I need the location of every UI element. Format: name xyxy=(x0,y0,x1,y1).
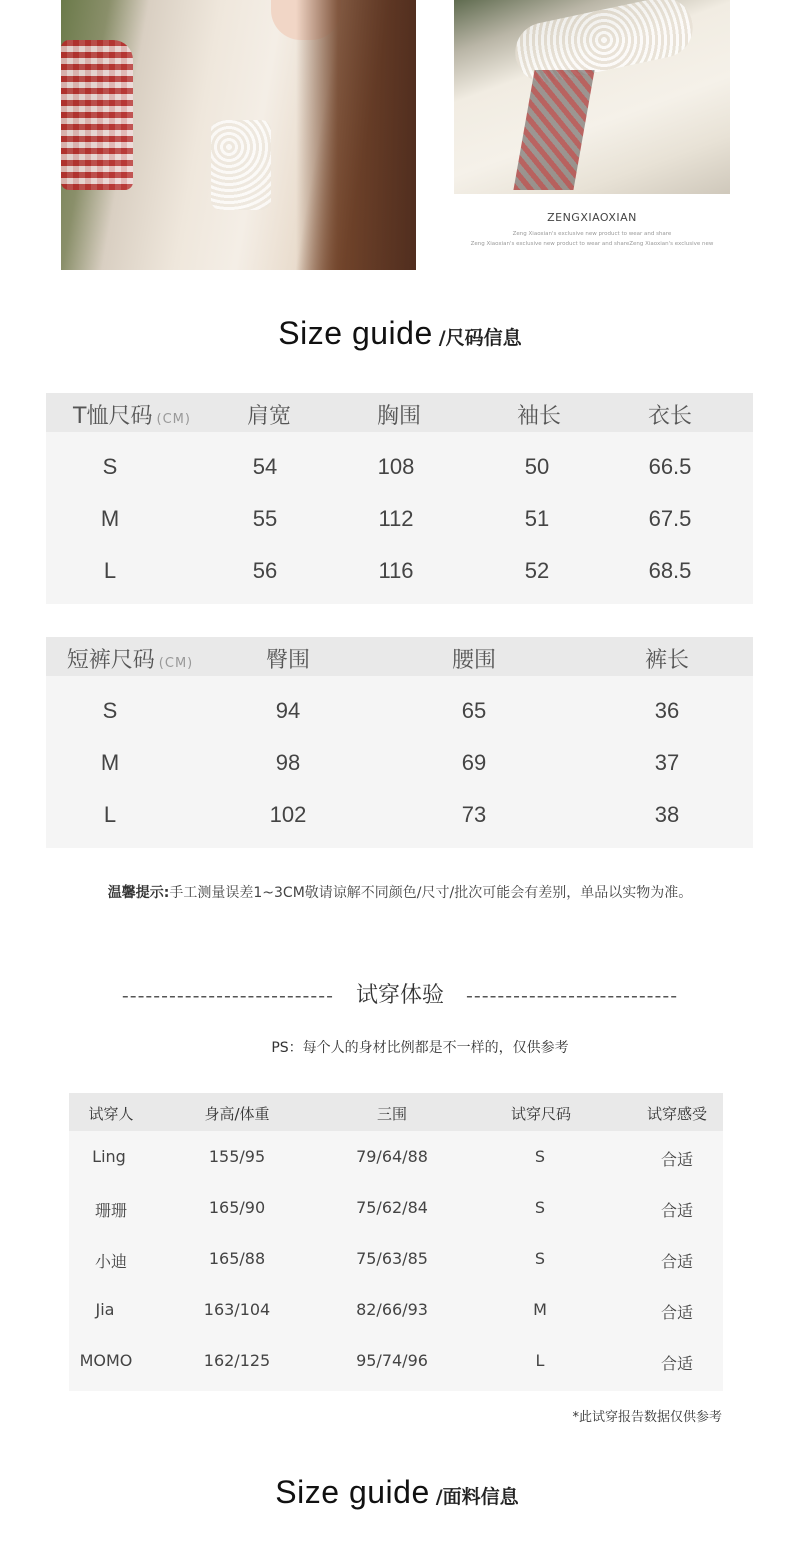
brand-tagline-repeat: Zeng Xiaoxian's exclusive new product to wear and shareZeng Xiaoxian's exclusive new xyxy=(470,241,714,247)
header-cell: 臀围 xyxy=(265,648,311,673)
tryon-title xyxy=(0,978,800,1009)
brand-tagline: Zeng Xiaoxian's exclusive new product to wear and share xyxy=(512,231,672,237)
table-cell: 合适 xyxy=(660,1354,694,1373)
model-photo-left xyxy=(61,0,416,270)
table-cell: L xyxy=(535,1351,545,1370)
table-cell: 82/66/93 xyxy=(356,1300,428,1319)
unit-label: (CM) xyxy=(158,656,194,671)
table-row xyxy=(46,790,753,842)
table-header xyxy=(46,393,753,432)
table-cell: 67.5 xyxy=(648,506,692,531)
detail-photo-right xyxy=(454,0,730,194)
tryon-note: PS：每个人的身材比例都是不一样的，仅供参考 xyxy=(271,1040,569,1056)
table-row xyxy=(46,738,753,790)
model-hair xyxy=(296,0,416,270)
table-cell: M xyxy=(100,750,120,775)
tryon-footnote: *此试穿报告数据仅供参考 xyxy=(572,1410,722,1425)
table-cell: 合适 xyxy=(660,1150,694,1169)
table-cell: 56 xyxy=(252,558,278,583)
table-cell: 95/74/96 xyxy=(356,1351,428,1370)
table-cell: S xyxy=(534,1147,546,1166)
table-cell: 75/62/84 xyxy=(356,1198,428,1217)
table-cell: 165/88 xyxy=(208,1249,266,1268)
header-cell: 胸围 xyxy=(376,404,422,429)
table-cell: 73 xyxy=(461,802,487,827)
table-cell: M xyxy=(533,1300,547,1319)
table-cell: 165/90 xyxy=(208,1198,266,1217)
heading-english: Size guide xyxy=(275,1474,430,1510)
table-header xyxy=(69,1093,723,1131)
table-cell: S xyxy=(102,454,118,479)
header-size-label: 短裤尺码 xyxy=(66,648,155,673)
table-cell: Ling xyxy=(92,1147,126,1166)
table-row xyxy=(46,686,753,738)
tryon-table xyxy=(69,1093,723,1391)
header-cell: 试穿尺码 xyxy=(510,1105,572,1123)
table-cell: 珊珊 xyxy=(94,1201,128,1220)
header-cell: 试穿人 xyxy=(88,1105,134,1123)
plaid-bag xyxy=(61,40,133,190)
lace-sleeve xyxy=(211,120,271,210)
table-cell: 79/64/88 xyxy=(356,1147,428,1166)
heading-chinese: /面料信息 xyxy=(435,1486,519,1508)
table-row xyxy=(46,494,753,546)
table-cell: 102 xyxy=(269,802,307,827)
table-header xyxy=(46,637,753,676)
table-cell: 合适 xyxy=(660,1252,694,1271)
top-size-table xyxy=(46,393,753,604)
table-cell: 155/95 xyxy=(208,1147,266,1166)
shorts-size-table xyxy=(46,637,753,848)
table-cell: 162/125 xyxy=(203,1351,271,1370)
table-cell: 68.5 xyxy=(648,558,692,583)
table-cell: 小迪 xyxy=(94,1252,128,1271)
table-cell: 54 xyxy=(252,454,278,479)
header-cell: 腰围 xyxy=(451,648,497,673)
table-row xyxy=(69,1133,723,1184)
table-cell: 55 xyxy=(252,506,278,531)
table-cell: 51 xyxy=(524,506,550,531)
header-cell: 衣长 xyxy=(647,404,693,429)
divider-left: --------------------------- xyxy=(121,985,334,1007)
table-cell: 37 xyxy=(654,750,680,775)
table-cell: 112 xyxy=(378,506,414,531)
plaid-fabric xyxy=(513,70,594,190)
header-cell: 三围 xyxy=(376,1105,408,1123)
table-cell: 66.5 xyxy=(648,454,692,479)
header-cell xyxy=(73,399,191,430)
header-size-label: T恤尺码 xyxy=(73,404,153,429)
fabric-info-heading xyxy=(0,1474,797,1511)
table-cell: 50 xyxy=(524,454,550,479)
table-cell: 52 xyxy=(524,558,550,583)
table-row xyxy=(69,1235,723,1286)
table-row xyxy=(69,1184,723,1235)
header-cell: 试穿感受 xyxy=(646,1105,708,1123)
divider-right: --------------------------- xyxy=(466,985,679,1007)
header-cell: 肩宽 xyxy=(246,404,292,429)
tryon-title-label: 试穿体验 xyxy=(355,983,444,1008)
table-cell: 108 xyxy=(377,454,415,479)
table-cell: MOMO xyxy=(79,1351,133,1370)
unit-label: (CM) xyxy=(156,412,191,427)
tips-label: 温馨提示: xyxy=(107,885,170,901)
table-cell: L xyxy=(103,558,117,583)
table-row xyxy=(46,442,753,494)
table-cell: 116 xyxy=(378,558,414,583)
table-row xyxy=(46,546,753,598)
table-cell: 65 xyxy=(461,698,487,723)
table-cell: 38 xyxy=(654,802,680,827)
header-cell xyxy=(67,643,193,674)
header-cell: 裤长 xyxy=(644,648,690,673)
tips-text: 手工测量误差1~3CM敬请谅解不同颜色/尺寸/批次可能会有差别，单品以实物为准。 xyxy=(169,885,693,901)
table-cell: S xyxy=(102,698,118,723)
table-cell: M xyxy=(100,506,120,531)
table-cell: 69 xyxy=(461,750,487,775)
heading-english: Size guide xyxy=(278,315,433,351)
table-cell: 合适 xyxy=(660,1201,694,1220)
brand-name: ZENGXIAOXIAN xyxy=(547,211,637,224)
table-cell: 163/104 xyxy=(203,1300,271,1319)
size-guide-heading xyxy=(0,315,800,352)
table-row xyxy=(69,1286,723,1337)
heading-chinese: /尺码信息 xyxy=(438,327,522,349)
table-cell: S xyxy=(534,1198,546,1217)
header-cell: 身高/体重 xyxy=(204,1105,270,1123)
table-cell: 98 xyxy=(275,750,301,775)
header-cell: 袖长 xyxy=(516,404,562,429)
measurement-tips xyxy=(0,882,800,902)
table-cell: Jia xyxy=(95,1300,115,1319)
table-cell: 36 xyxy=(654,698,680,723)
table-row xyxy=(69,1337,723,1388)
table-cell: 75/63/85 xyxy=(356,1249,428,1268)
table-cell: 94 xyxy=(275,698,301,723)
table-cell: L xyxy=(103,802,117,827)
table-cell: S xyxy=(534,1249,546,1268)
table-cell: 合适 xyxy=(660,1303,694,1322)
